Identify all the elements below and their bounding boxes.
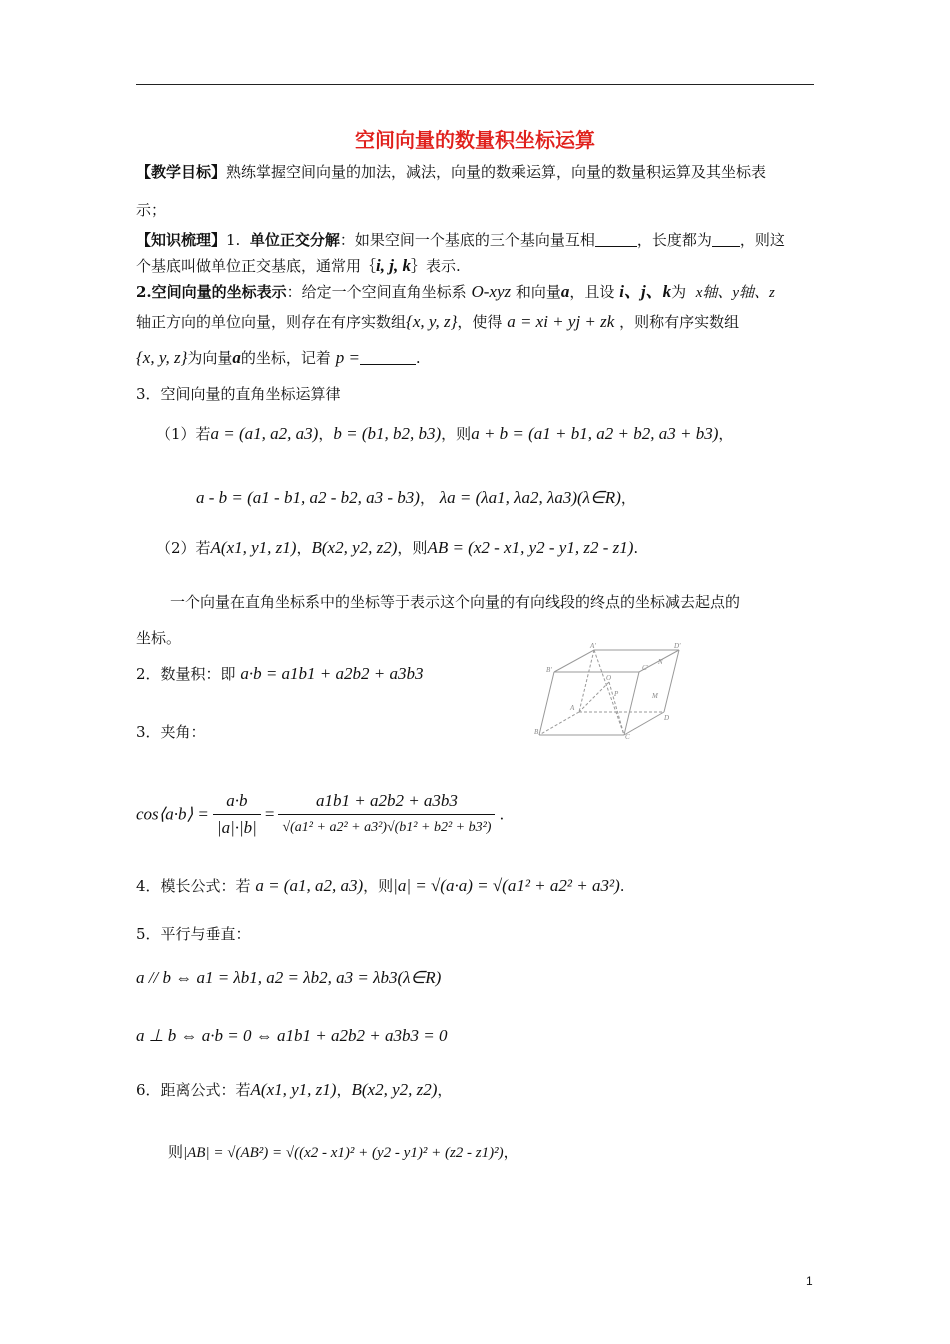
- distance-formula: 则|AB| = √(AB²) = √((x2 - x1)² + (y2 - y1)² + (z2 - z1)²)，: [168, 1143, 519, 1161]
- page-title: 空间向量的数量积坐标运算: [355, 128, 595, 152]
- distance-line: 6．距离公式：若A(x1, y1, z1)，B(x2, y2, z2)，: [136, 1080, 453, 1099]
- fig-label: P: [614, 690, 619, 698]
- blank-2: [712, 246, 740, 247]
- fig-label: N: [658, 658, 663, 666]
- coord-line-2: 轴正方向的单位向量，则存在有序实数组{x, y, z}，使得 a = xi + yj + zk ，则称有序实数组: [136, 312, 740, 331]
- fig-label: M: [652, 692, 658, 700]
- section-3-case-1: （1）若a = (a1, a2, a3)，b = (b1, b2, b3)，则a + b = (a1 + b1, a2 + b2, a3 + b3)，: [156, 424, 734, 443]
- section-3-head: 3．空间向量的直角坐标运算律: [136, 385, 341, 403]
- section-3-note-cont: 坐标。: [136, 629, 182, 647]
- angle-formula: cos⟨a·b⟩ = $\frac{a\cdot b}{|a|\cdot|b|}$ = $\frac{a1b1 + a2b2 + a3b3}{\text{√(a1² + a2² + a3²)√(b1² + b2² + b3²)}}$ .: [136, 791, 505, 837]
- goal-text: 熟练掌握空间向量的加法，减法，向量的数乘运算，向量的数量积运算及其坐标表: [226, 163, 767, 181]
- section-3-note: 一个向量在直角坐标系中的坐标等于表示这个向量的有向线段的终点的坐标减去起点的: [170, 593, 741, 611]
- coord-line-1: 2.空间向量的坐标表示：给定一个空间直角坐标系 O-xyz 和向量a，且设 i、j、k为 x轴、y轴、z: [136, 282, 775, 301]
- knowledge-line-2: 个基底叫做单位正交基底，通常用｛i, j, k｝表示.: [136, 256, 461, 275]
- blank-3: [360, 364, 416, 365]
- page-number: 1: [806, 1274, 813, 1288]
- parallelepiped-figure: [534, 640, 684, 740]
- section-3-case-2: （2）若A(x1, y1, z1)，B(x2, y2, z2)，则AB = (x2 - x1, y2 - y1, z2 - z1).: [156, 538, 639, 557]
- fig-label: C': [642, 664, 649, 672]
- fig-label: A': [590, 642, 596, 650]
- parallel-head: 5．平行与垂直：: [136, 925, 251, 943]
- section-3-case-1b: a - b = (a1 - b1, a2 - b2, a3 - b3)， λa = (λa1, λa2, λa3)(λ∈R)，: [196, 488, 636, 507]
- fig-label: B': [546, 666, 552, 674]
- modulus-line: 4．模长公式：若 a = (a1, a2, a3)，则|a| = √(a·a) = √(a1² + a2² + a3²).: [136, 876, 625, 895]
- knowledge-line-1: 【知识梳理】1. 单位正交分解：如果空间一个基底的三个基向量互相 ，长度都为 ，则这: [136, 231, 785, 249]
- fig-label: D': [674, 642, 681, 650]
- goal-line-cont: 示；: [136, 201, 167, 219]
- fig-label: D: [664, 714, 670, 722]
- header-rule: [136, 84, 814, 85]
- coord-line-3: {x, y, z}为向量a的坐标，记着 p = .: [136, 348, 421, 367]
- dot-line: 2．数量积：即 a·b = a1b1 + a2b2 + a3b3: [136, 664, 424, 683]
- goal-line: [136, 162, 766, 182]
- fig-label: O: [606, 674, 612, 682]
- perpendicular-formula: a ⊥ b ⇔ a·b = 0 ⇔ a1b1 + a2b2 + a3b3 = 0: [136, 1026, 448, 1045]
- angle-head: 3．夹角：: [136, 723, 206, 741]
- fig-label: A: [570, 704, 575, 712]
- blank-1: [595, 246, 637, 247]
- goal-label: 【教学目标】: [136, 163, 227, 181]
- parallel-formula: a // b ⇔ a1 = λb1, a2 = λb2, a3 = λb3(λ∈R): [136, 968, 442, 987]
- fig-label: C: [625, 733, 630, 740]
- fig-label: B: [534, 728, 539, 736]
